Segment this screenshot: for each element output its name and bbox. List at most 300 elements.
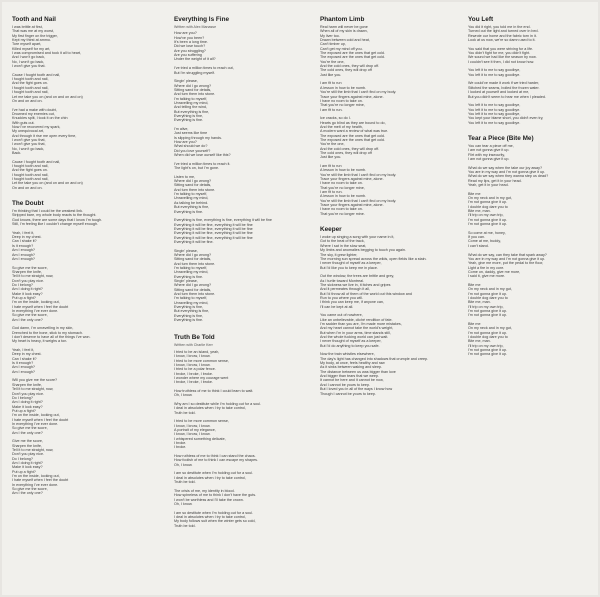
song-block [468,16,600,125]
lyric-line: Though I cannot be yours to keep. [320,391,376,396]
lyric-line: I'm on the inside, looking out, [12,300,60,305]
lyric-line: Am I doing it right? [12,287,43,292]
lyric-line: Everything it will be fine. [174,239,214,244]
lyric-line: What do we say, can they take that spark away? [468,252,547,257]
lyric-line: I broke. [174,441,187,446]
lyric-line: And bigger than tears that we weep. [320,374,380,379]
lyric-line: Unravelling my mind, [174,270,209,275]
lyric-line: It cannot be here and it cannot be now, [320,378,384,383]
lyric-line: My body follows suit when the winter gets so cold, [174,519,256,524]
lyric-line: How've you been? [174,35,205,40]
lyric-line: How are you? [174,31,197,36]
lyric-line: You left it to me to say goodbye. [468,72,521,77]
lyric-line: I'm not gonna give it up. [468,330,508,335]
lyric-line: You're the one, [320,59,345,64]
lyric-line: Come at me, buddy, [468,239,501,244]
lyric-line: Just seems like time [174,131,208,136]
lyric-line: I fought tooth and nail, [12,77,49,82]
lyric-line: My unequivocal art, [12,129,44,134]
lyric-line: I'll can be kept at all. [320,304,354,309]
lyric-line: Everything it will be fine, everything it will be fine [174,231,253,236]
lyric-line: The day's light has changed into shadows that crumple and creep. [320,356,429,361]
lyric-line: Am I doing it right? [12,461,43,465]
lyric-line: Run to you where you will. [320,295,364,300]
lyric-line: Look at us now, we're so damn used to it. [468,38,536,43]
lyric-line: Am I doing it right? [12,400,43,405]
lyric-line: So give me the score, [12,265,48,270]
lyric-line: I'm not gonna give it up. [468,291,508,296]
lyric-line: On and on and on. [12,185,43,190]
lyric-line: I'll trip on my own trip, [468,304,504,309]
lyric-line: I deal in absolutes when I try to take control, [174,406,246,411]
lyric-line: You left it to me to say goodbye, [468,103,521,108]
lyric-line: My limbs and anomalies begging to touch you again. [320,248,406,253]
lyrics-column-4 [468,2,600,595]
lyric-line: But everything is fine, [174,205,210,210]
lyric-line: Yeah, I feel it, [12,348,35,353]
lyric-line: I'm not gonna give it up. [468,200,508,205]
lyric-line: Yeah, get it in your head. [468,183,509,187]
lyric-line: You left it to me to say goodbye. [468,107,521,112]
lyric-line: Oh, I know. [174,501,193,506]
lyrics-body [320,235,458,396]
lyric-sheet [2,2,598,595]
lyrics-column-2 [174,2,312,595]
lyric-line: Singin' please, [174,279,198,283]
lyric-line: Put up a fight? [12,295,36,300]
lyric-line: I never thought of myself as a keeper, [320,261,382,266]
lyric-line: Come on, daddy, give me more, [468,269,521,274]
lyric-line: The cold ones, they will drop off [320,150,372,155]
lyric-line: I'm not gonna give it up. [468,222,508,227]
lyrics-body [468,144,600,357]
lyric-line: I'm talking to myself, [174,296,208,301]
lyric-line: And I cannot be yours to keep. [320,382,371,387]
lyric-line: And the cold ones, they will drop off. [320,64,380,69]
lyric-line: Is it enough? [12,361,34,366]
lyric-line: That you're no longer mine, [320,103,365,108]
lyric-line: Everything is fine. [174,209,204,214]
lyric-line: Are you struggling? [174,48,206,53]
lyric-line: I was brittle at first, [12,25,43,29]
lyric-line: I'm talking to myself, [174,265,208,270]
lyrics-column-1 [12,2,150,595]
lyric-line: Don't you play nice. [12,278,45,283]
lyric-line: Sharpen the knife, [12,443,42,448]
lyric-line: How ruthless of me to think I can stand the chaos. [174,454,256,459]
lyric-line: Everything is fine, [174,113,204,118]
lyric-line: I've tried a million times to reach out, [174,66,234,71]
song-title: You Left [468,16,494,23]
lyric-line: Unravelling my mind, [174,300,209,305]
lyric-line: Out the window, the trees are brittle and grey, [320,274,395,279]
lyric-line: I think you can keep me, if anyone can, [320,300,384,305]
lyric-line: A modern want a review of what was true. [320,129,389,134]
lyric-line: Am I the only one? [12,491,43,496]
lyric-line: Is slipping through my hands. [174,135,222,140]
lyric-line: Hearts go blind as they are bound to do, [320,120,386,125]
lyric-line: The exposed are the ones that get cold. [320,51,385,56]
lyric-line: Put up a fight? [12,408,36,413]
lyric-line: I fought tooth and nail, [12,177,49,182]
lyric-line: In everything I've ever done. [12,308,59,313]
lyric-line: You came out of nowhere, [320,313,363,318]
lyric-line: Got to the beat of the track, [320,239,365,244]
lyric-line: On my neck and in my gut, [468,287,512,292]
lyric-line: It's been a long time. [174,40,208,45]
song-title: Everything Is Fine [174,16,230,23]
lyric-line: How truthless of me to think I could learn to wait. [174,388,254,393]
lyric-line: I won't be worthless and I'll take the crown. [174,497,244,502]
lyric-line: Bite me, man. [468,339,491,344]
lyric-line: I broke, I broke, I broke. [174,371,213,376]
lyric-line: Put up a fight? [12,469,36,474]
lyric-line: I'm not gonna give it up. [468,313,508,318]
lyric-line: Am I the only one? [12,317,43,322]
lyric-line: Sitting sand for details, [174,87,212,92]
lyric-line: Under the weight of it all? [174,57,216,62]
lyric-line: My body, at once, feels healthy and raw [320,361,385,366]
lyric-line: I have no room to take on. [320,181,363,186]
song-title: Tear a Piece (Bite Me) [468,134,534,142]
lyric-line: Don't you play nice. [12,452,45,457]
lyric-line: You're still the limb that I can't find on my body. [320,172,397,177]
lyric-line: Do I belong? [12,395,33,400]
lyric-line: Make it look easy? [12,465,43,470]
lyric-line: Make it look easy? [12,404,43,409]
lyric-line: Now the train whistles elsewhere, [320,352,375,357]
lyric-line: As talking be behind. [174,200,209,205]
lyric-line: Unravelling my mind, [174,100,209,105]
lyric-line: Make it look easy? [12,291,43,296]
lyric-line: Listen to me, [174,174,196,179]
lyric-line: Sitting sand for details, [174,183,212,188]
lyric-line: The exposed are the ones that get cold. [320,137,385,142]
lyric-line: Can't get my mind off you. [320,46,363,51]
song-title: Truth Be Told [174,334,215,342]
lyric-line: Killed myself for my art, [12,46,51,51]
lyric-line: Still, I'm feeling like I couldn't change myself enough. [12,222,99,227]
lyric-line: And the melt of my health, [320,124,363,129]
lyric-line: On my neck and in my gut, [468,196,512,201]
song-credit: Written with Charlie Kerr [174,343,213,348]
lyric-line: What do we say when the take our joy away? [468,165,542,170]
lyric-line: You are in my way and I'm not gonna give it up. [468,169,546,174]
lyrics-body [174,350,312,528]
lyric-line: I was compromised and took it all to heart, [12,51,82,56]
lyric-line: Sitting sand for details, [174,257,212,262]
lyrics-column-3 [320,2,458,595]
lyric-line: Sitting sand for details, [174,287,212,292]
lyric-line: You're the one, [320,142,345,147]
song-title: Tooth and Nail [12,16,56,23]
lyric-line: Everything is fine. [174,274,204,279]
lyric-line: Did we lose touch? [174,44,206,49]
lyric-line: Where did I go wrong? [174,179,212,184]
lyric-line: I know, I know, I know. [174,362,211,367]
lyric-line: I am not gonna give it up. [468,156,510,161]
lyric-line: And through it rise me open every time, [12,133,77,138]
lyric-line: In everything I've ever done. [12,421,59,426]
lyric-line: We could've made it work if we tried harder, [468,81,540,86]
lyric-line: The light's on, but I'm gone. [174,166,220,171]
lyric-line: Where did I go wrong? [174,83,212,88]
lyric-line: Sharpen the knife, [12,269,42,274]
lyric-line: No, I won't go back, [12,59,45,64]
lyric-line: I whispered something delicate, [174,436,226,441]
lyric-line: Did you love yourself? [174,148,211,153]
lyric-line: You said that you were striving for a life. [468,46,534,51]
lyric-line: I am so destitute when I'm holding out for a soul. [174,471,254,476]
lyric-line: Bite me, man. [468,300,491,305]
lyric-line: How are you? [174,140,197,144]
lyric-line: Everything is fine. [174,118,204,123]
lyric-line: Now I've recovered my spark, [12,124,61,129]
lyric-line: I've had a make with doubt, [12,107,57,112]
lyric-line: But I'd throw all of them of the world out this window and [320,291,412,296]
lyric-line: Truth be told. [174,480,196,485]
lyric-line: If you can. [468,235,486,240]
lyric-line: Why am I so destitute while I'm holding out for a soul. [174,401,261,406]
lyric-line: I know, I know, I know. [174,423,211,428]
lyric-line: I'll trip on my own trip, [468,343,504,348]
lyric-line: Everything it will be fine, everything it will be fine [174,222,253,227]
lyric-line: What should we do? [174,144,208,149]
lyric-line: And I won't go back, [12,55,46,60]
lyric-line: That you're no longer mine. [320,211,365,216]
lyric-line: A lesson in how to be numb. [320,168,367,173]
lyric-line: You left it to me to say goodbye. [468,120,521,125]
lyric-line: Unravelling my mind, [174,196,209,201]
lyric-line: And the fight goes on. [12,81,48,86]
lyric-line: No, I won't go back, [12,146,45,151]
lyric-line: I fought tooth and nail, [12,85,49,90]
lyric-line: Trace your fingers against mine, alone. [320,94,384,99]
song-block [12,16,150,190]
lyric-line: I won't give you that, [12,142,46,147]
lyric-line: I am fit to run. [320,190,343,195]
song-block [12,200,150,496]
lyric-line: That you're no longer mine, [320,185,365,190]
lyric-line: A lesson in how to be numb. [320,194,367,199]
lyric-line: The crisis of me, my identity in blood. [174,488,235,493]
song-block [174,334,312,528]
lyric-line: How spineless of me to think I don't have the guts. [174,493,257,498]
lyric-line: Give me the score, [12,439,43,444]
lyric-line: Where I sat in the slow seat, [320,243,367,248]
lyric-line: So give me the score, [12,313,48,318]
lyric-line: Truth be told. [174,523,196,528]
lyric-line: Everything is fine, [174,313,204,318]
lyrics-body [12,209,150,496]
lyric-line: I looked at yourself and looked at me, [468,90,530,95]
lyric-line: So give me the score, [12,426,48,431]
lyric-line: My liver too. [320,33,340,38]
lyric-line: The morning sun spread across the wilds, open fields like a stain. [320,256,427,261]
lyric-line: I am so destitute when I'm holding out for a soul. [174,510,254,515]
lyric-line: And the whole fucking world can just wait. [320,335,389,340]
lyric-line: I hate myself when I feel the doubt [12,478,69,483]
lyric-line: I'm not gonna give it up. [468,352,508,357]
lyric-line: I am not gonna give it up. [468,148,510,153]
lyric-line: Where did I go wrong? [174,252,212,257]
lyric-line: I hate myself when I feel the doubt [12,417,69,422]
lyric-line: I've tried a million times to reach it. [174,161,231,166]
lyric-line: A lesson in how to be numb. [320,85,367,90]
lyric-line: I tried to be an island, yeah, [174,349,220,354]
lyric-line: I'm not gonna give it up. [468,308,508,313]
lyric-line: I fought tooth and nail, [12,172,49,177]
lyric-line: Trace your fingers against mine, alone. [320,203,384,208]
lyric-line: On my neck and in my gut, [468,326,512,331]
lyric-line: I couldn't see it then, I did not know how. [468,59,535,64]
lyric-line: Yeah, give me more, put the pedal to the floor, [468,261,544,266]
lyric-line: I never thought of myself as a keeper, [320,339,382,344]
lyric-line: Drowned my enemies out, [12,111,55,116]
lyric-line: The distance between us was bigger than love [320,369,396,374]
lyric-line: Rewrote our home and the fabric torn in it. [468,33,537,38]
lyric-line: I hate myself when I feel the doubt [12,304,69,309]
song-title: Keeper [320,226,342,234]
lyric-line: A portrait of my elegance, [174,428,216,433]
lyric-line: The exposed are the ones that get cold. [320,133,385,138]
lyric-line: You're still the limb that I can't find on my body. [320,90,397,95]
lyric-line: Truth be told. [174,410,196,415]
lyric-line: Let me take you on (and on and on and on) [12,94,83,99]
lyric-line: Can I shake it? [12,356,37,361]
lyric-line: With guts out. [12,120,35,125]
lyric-line: Am I enough? [12,256,35,261]
song-title: Phantom Limb [320,16,365,23]
lyric-line: When all of my skin is drawn, [320,29,368,34]
lyric-line: Drenched to the bone, stick to my stomach. [12,330,83,335]
lyric-line: Read my lips, get it in your head. [468,178,522,183]
lyric-line: The sickness we live in, it itches and gripes [320,282,391,287]
lyric-line: On and on and on. [12,98,43,103]
lyric-line: Don't you play nice. [12,391,45,396]
lyric-line: I have no room to take on. [320,98,363,103]
lyric-line: God damn, I'm unravelling in my skin, [12,326,74,331]
lyric-line: I'm thinking that I could be the weakest link. [12,209,84,214]
lyric-line: I have no room to take on. [320,207,363,212]
lyric-line: You did it right, you told me in the end. [468,25,531,29]
lyric-line: Bite me [468,322,481,326]
lyric-line: I double dog dare you to [468,204,508,209]
lyric-line: When did we lose ourself like this? [174,153,231,158]
lyric-line: That was me at my worst, [12,29,55,34]
lyric-line: I won't give you that, [12,137,46,142]
lyric-line: I'm sadder than you are, I'm made more mistakes, [320,322,402,326]
lyric-line: And the fight goes on. [12,168,48,173]
lyric-line: Just like you. [320,155,342,160]
lyric-line: Ice cracks, so do I. [320,116,351,121]
lyric-line: Stitched the seams, boiled the frozen water. [468,85,540,90]
lyric-line: And telling the wind, [174,105,208,110]
lyric-line: Are you suffering [174,53,202,58]
lyric-line: I deal in absolutes when I try to take control, [174,514,246,519]
lyric-line: Real harm will never be gone [320,25,368,29]
lyric-line: I know, I know, I know. [174,432,211,437]
lyric-line: So come at me, honey, [468,230,506,235]
lyric-line: Yeah, I feel it, [12,230,35,235]
lyric-line: As I turtle toward Montreal. [320,278,365,283]
lyric-line: I woke up singing a song with your name in it, [320,235,395,240]
song-block [174,16,312,322]
lyric-line: Everything is fine. [174,318,204,323]
lyric-line: Kept my thirst at ammo. [12,38,51,43]
lyric-line: As it sinks between waking and sleep. [320,365,383,370]
lyric-line: Tell it to me straight, now, [12,387,54,392]
lyric-line: Is it enough? [12,243,34,248]
lyric-line: Light a fire in my core. [468,265,505,270]
lyric-line: Deep in my chest. [12,235,42,240]
lyric-line: I'm alive, [174,126,189,131]
lyric-line: Bite me, man. [468,209,491,214]
lyric-line: Singin' please, [174,79,198,84]
lyric-line: But I'm struggling myself. [174,70,216,75]
lyrics-body [468,25,600,125]
song-block [320,226,458,396]
lyric-line: I won't give you that. [12,64,46,69]
lyric-line: Turned out the light and turned over in bed. [468,29,539,34]
lyric-line: Am I enough? [12,248,35,253]
lyric-line: I can't stand. [468,243,489,248]
lyric-line: The cold ones, they will drop off [320,68,372,73]
lyric-line: I'm on the inside, looking out, [12,413,60,418]
lyric-line: I don't deserve to have all of the things I've won. [12,335,91,340]
lyrics-body [174,31,312,322]
lyric-line: Everything is fine, [174,305,204,310]
lyrics-body [12,25,150,190]
lyric-line: You kept your blame short, you didn't even try, [468,116,544,121]
lyric-line: And turn them into stone. [174,261,216,266]
lyric-line: Flirt with my insecurity, [468,152,506,157]
lyric-line: Let the take you on (and on and on and on) [12,181,83,186]
lyric-line: Everything it will be fine, everything it will be fine [174,226,253,231]
lyric-line: Can't timber up, [320,42,346,47]
lyric-line: You left it to me to say goodbye, [468,111,521,116]
lyric-line: How foolish of me to think I can escape my shapes. [174,458,259,463]
lyric-line: I tried to be more common sense, [174,419,229,424]
lyric-line: Tore myself apart, [12,42,42,47]
lyric-line: I wonder where my courage went [174,375,229,380]
song-block [468,135,600,357]
lyric-line: I'm talking to myself, [174,96,208,101]
lyric-line: I fought tooth and nail, [12,164,49,168]
lyric-line: And the cold ones, they will drop off. [320,146,380,151]
lyric-line: You're still the limb that I can't find on my body. [320,198,397,203]
lyric-line: Am I enough? [12,252,35,257]
lyric-line: The exposed are the ones that get cold. [320,55,385,60]
lyric-line: You are in my way and I'm not gonna give it up. [468,256,546,261]
lyric-line: Tell it to me straight, now, [12,447,54,452]
lyric-line: Do I belong? [12,456,33,461]
lyric-line: I know, I know, I know. [174,354,211,359]
lyric-line: You didn't fight for me, you didn't fight. [468,51,531,56]
lyric-line: God knows, there are some days that I know I'm tough. [12,217,103,222]
lyric-line: What do we say when they wanna step us dead? [468,174,549,179]
lyric-line: Do I belong? [12,282,33,287]
lyric-line: So give me the score, [12,487,48,492]
lyric-line: And my heart cannot take the world's weight, [320,326,394,331]
lyrics-body [320,25,458,216]
lyric-line: I said it, give me more. [468,274,506,279]
lyric-line: Drawn between cold and heat, [320,38,370,43]
lyric-line: I broke. [174,445,187,450]
lyric-line: I deal in absolutes when I try to take control, [174,475,246,480]
lyric-line: Bite me [468,191,481,196]
lyric-line: I double dog dare you to [468,335,508,340]
